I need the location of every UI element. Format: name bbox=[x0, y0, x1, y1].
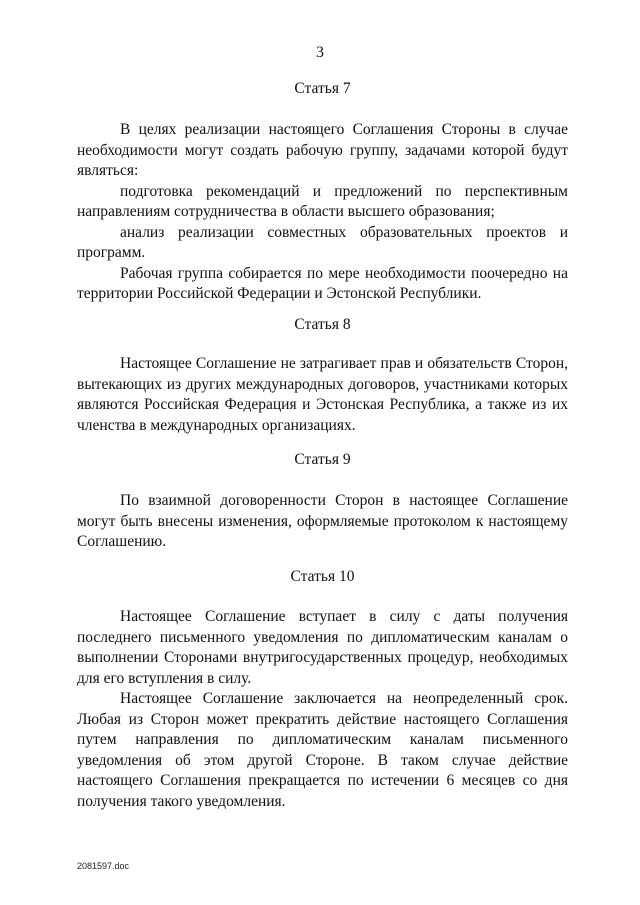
article-title: Статья 10 bbox=[290, 568, 355, 585]
paragraph: Рабочая группа собирается по мере необходимости поочередно на территории Российской Федерации и Эстонской Республики. bbox=[77, 264, 568, 302]
paragraph: анализ реализации совместных образовательных проектов и программ. bbox=[77, 223, 568, 261]
paragraph: Настоящее Соглашение вступает в силу с даты получения последнего письменного уведомления по дипломатическим каналам о выполнении Сторонами внутригосударственных процедур, необходимых для его вступления в силу. bbox=[77, 608, 568, 687]
paragraph: Настоящее Соглашение не затрагивает прав и обязательств Сторон, вытекающих из других международных договоров, участниками которых являются Российская Федерация и Эстонская Республика, а также из их членства в международных организациях. bbox=[77, 355, 568, 434]
paragraph: подготовка рекомендаций и предложений по перспективным направлениям сотрудничества в области высшего образования; bbox=[77, 182, 568, 220]
article-title: Статья 9 bbox=[294, 451, 351, 468]
paragraph: Настоящее Соглашение заключается на неопределенный срок. Любая из Сторон может прекратить действие настоящего Соглашения путем направления по дипломатическим каналам письменного уведомления об этом другой Стороне. В таком случае действие настоящего Соглашения прекращается по истечении 6 месяцев со дня получения такого уведомления. bbox=[77, 690, 568, 810]
article-9 bbox=[77, 450, 568, 553]
paragraph: По взаимной договоренности Сторон в настоящее Соглашение могут быть внесены изменения, оформляемые протоколом к настоящему Соглашению. bbox=[77, 492, 568, 550]
article-title: Статья 7 bbox=[294, 80, 351, 97]
article-10 bbox=[77, 567, 568, 812]
paragraph: В целях реализации настоящего Соглашения Стороны в случае необходимости могут создать рабочую группу, задачами которой будут являться: bbox=[77, 121, 568, 179]
article-7 bbox=[77, 79, 568, 305]
article-title: Статья 8 bbox=[294, 316, 351, 333]
document-filename: 2081597.doc bbox=[77, 861, 130, 871]
article-8 bbox=[77, 315, 568, 436]
page-number: 3 bbox=[316, 44, 324, 61]
